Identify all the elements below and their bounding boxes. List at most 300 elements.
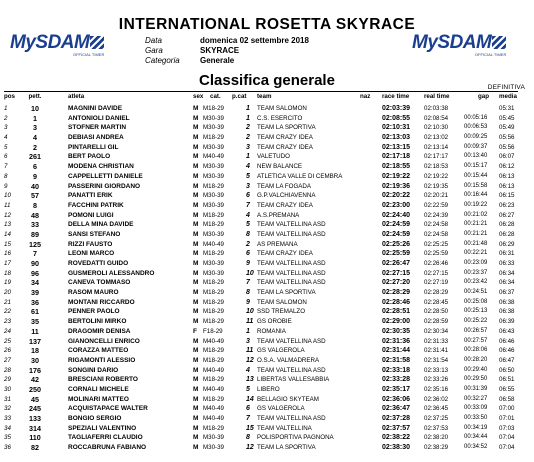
cell-race-time: 02:13:15 [382, 143, 411, 151]
cell-team: AS PREMANA [257, 240, 298, 248]
header-pcat: p.cat [232, 93, 247, 100]
cell-race-time: 02:23:00 [382, 201, 411, 209]
cell-pos: 23 [4, 318, 11, 326]
cell-cat: M40-49 [203, 337, 224, 345]
cell-real-time: 02:03:38 [424, 105, 449, 112]
cell-pcat: 14 [246, 395, 254, 403]
cell-pcat: 7 [246, 415, 250, 422]
cell-race-time: 02:28:46 [382, 298, 411, 306]
cell-pett: 7 [33, 249, 37, 259]
cell-team: TEAM VALTELLINA ASD [257, 337, 326, 345]
cell-pcat: 12 [246, 356, 254, 364]
table-row [0, 288, 534, 298]
cell-pett: 40 [31, 181, 39, 191]
cell-pos: 17 [4, 260, 11, 267]
cell-sex: M [193, 114, 199, 122]
table-row [0, 182, 534, 192]
cell-pett: 57 [31, 191, 39, 201]
cell-real-time: 02:08:54 [424, 114, 449, 122]
data-label: Data [145, 36, 162, 45]
table-row [0, 375, 534, 385]
cell-pcat: 15 [246, 424, 254, 432]
cell-pcat: 6 [246, 405, 250, 413]
cell-cat: M40-49 [203, 385, 224, 393]
race-title: INTERNATIONAL ROSETTA SKYRACE [118, 16, 416, 33]
cell-gap: 00:34:52 [464, 444, 488, 451]
cell-team: SSD TREMALZO [257, 308, 306, 316]
cell-cat: M18-29 [203, 356, 224, 364]
cell-atleta: POMONI LUIGI [68, 211, 114, 219]
cell-race-time: 02:27:20 [382, 279, 411, 287]
cell-pett: 48 [31, 210, 39, 220]
cell-gap: 00:09:37 [464, 143, 488, 150]
table-row [0, 162, 534, 172]
cell-gap: 00:26:57 [464, 327, 488, 334]
cell-media: 06:12 [499, 163, 515, 171]
cell-pcat: 6 [246, 192, 250, 200]
cell-team: TEAM VALTELLINA ASD [257, 230, 326, 238]
cell-atleta: SPEZIALI VALENTINO [68, 424, 137, 432]
gara-label: Gara [145, 46, 163, 55]
cell-pcat: 11 [246, 347, 254, 355]
cell-sex: M [193, 201, 199, 209]
cell-real-time: 02:25:59 [424, 250, 449, 258]
cell-pett: 4 [33, 133, 37, 143]
cell-race-time: 02:36:47 [382, 405, 411, 413]
cell-gap: 00:15:17 [464, 163, 488, 170]
cell-race-time: 02:18:55 [382, 163, 411, 171]
cell-race-time: 02:24:59 [382, 221, 411, 229]
mysdam-logo-right: MySDAM OFFICIAL TIMER [412, 32, 507, 57]
cell-pos: 33 [4, 415, 11, 422]
cell-pcat: 10 [246, 308, 254, 316]
table-row [0, 230, 534, 240]
cell-cat: M18-29 [203, 221, 224, 229]
cell-media: 06:50 [499, 366, 515, 374]
cell-gap: 00:27:57 [464, 337, 488, 344]
header-team: team [257, 93, 272, 100]
cell-gap: 00:21:21 [464, 221, 488, 228]
cell-pcat: 7 [246, 201, 250, 209]
cell-pett: 176 [29, 365, 41, 375]
cell-real-time: 02:31:33 [424, 337, 449, 345]
cell-race-time: 02:27:15 [382, 269, 411, 277]
cell-pcat: 3 [246, 182, 250, 190]
cell-race-time: 02:33:18 [382, 366, 411, 374]
table-row [0, 346, 534, 356]
cell-team: BELLAGIO SKYTEAM [257, 395, 319, 403]
cell-team: G.P.VALCHIAVENNA [257, 192, 316, 200]
cell-pos: 12 [4, 211, 11, 219]
cell-pos: 13 [4, 221, 11, 229]
cell-atleta: RASOM MAURO [68, 289, 119, 297]
cell-team: TEAM VALTELLINA ASD [257, 269, 326, 277]
cell-race-time: 02:25:59 [382, 250, 411, 258]
cell-real-time: 02:33:26 [424, 376, 449, 384]
cell-cat: M40-49 [203, 405, 224, 413]
cell-media: 06:33 [499, 260, 515, 267]
cell-atleta: ANTONIOLI DANIEL [68, 114, 130, 122]
cell-pett: 34 [31, 278, 39, 288]
cell-media: 06:13 [499, 182, 515, 190]
cell-real-time: 02:13:02 [424, 134, 449, 142]
cell-atleta: MONTANI RICCARDO [68, 298, 135, 306]
cell-cat: M30-39 [203, 192, 224, 200]
cell-team: TEAM LA SPORTIVA [257, 289, 316, 297]
cell-real-time: 02:13:14 [424, 143, 449, 151]
cell-media: 06:23 [499, 201, 515, 209]
cell-pcat: 8 [246, 434, 250, 442]
cell-sex: M [193, 192, 199, 200]
cell-team: A.S.PREMANA [257, 211, 300, 219]
cell-sex: M [193, 182, 199, 190]
cell-gap: 00:23:42 [464, 279, 488, 286]
cell-cat: M18-29 [203, 318, 224, 326]
cell-sex: M [193, 424, 199, 432]
cell-pos: 15 [4, 240, 11, 248]
cell-sex: M [193, 279, 199, 287]
cell-atleta: PASSERINI GIORDANO [68, 182, 141, 190]
cell-gap: 00:25:08 [464, 298, 488, 305]
cell-real-time: 02:37:53 [424, 424, 449, 432]
cell-team: NEW BALANCE [257, 163, 303, 171]
cell-team: TEAM VALTELLINA ASD [257, 260, 326, 267]
cell-gap: 00:28:20 [464, 356, 488, 363]
cell-real-time: 02:19:22 [424, 172, 449, 180]
cell-pett: 61 [31, 307, 39, 317]
cell-cat: M18-29 [203, 250, 224, 258]
cell-atleta: MAGNINI DAVIDE [68, 105, 123, 112]
cell-race-time: 02:19:36 [382, 182, 411, 190]
cell-pos: 10 [4, 192, 11, 200]
cell-real-time: 02:19:35 [424, 182, 449, 190]
cell-sex: M [193, 105, 199, 112]
cell-pos: 32 [4, 405, 11, 413]
cell-media: 06:38 [499, 308, 515, 316]
header-race-time: race time [382, 93, 410, 100]
cell-atleta: DRAGOMIR DENISA [68, 327, 131, 335]
cell-atleta: GIANONCELLI ENRICO [68, 337, 140, 345]
cell-pcat: 7 [246, 279, 250, 287]
cell-real-time: 02:36:02 [424, 395, 449, 403]
cell-race-time: 02:13:03 [382, 134, 411, 142]
cell-race-time: 02:38:22 [382, 434, 411, 442]
cell-gap: 00:34:44 [464, 434, 488, 441]
cell-pos: 35 [4, 434, 11, 442]
cell-atleta: CORAZZA MATTEO [68, 347, 129, 355]
cell-real-time: 02:24:58 [424, 221, 449, 229]
cell-pett: 2 [33, 142, 37, 152]
cell-media: 07:00 [499, 405, 515, 413]
cell-real-time: 02:28:29 [424, 289, 449, 297]
cell-media: 06:34 [499, 279, 515, 287]
mysdam-logo-left: MySDAM OFFICIAL TIMER [10, 32, 105, 57]
categoria-label: Categoria [145, 56, 180, 65]
cell-atleta: ROVEDATTI GUIDO [68, 260, 129, 267]
cell-race-time: 02:19:22 [382, 172, 411, 180]
cell-team: C.S. ESERCITO [257, 114, 303, 122]
cell-sex: M [193, 134, 199, 142]
cell-pett: 45 [31, 394, 39, 404]
cell-cat: M30-39 [203, 230, 224, 238]
cell-atleta: MODENA CHRISTIAN [68, 163, 134, 171]
cell-media: 05:31 [499, 105, 515, 112]
cell-real-time: 02:35:16 [424, 385, 449, 393]
cell-pos: 20 [4, 289, 11, 297]
table-row [0, 143, 534, 153]
cell-real-time: 02:30:34 [424, 327, 449, 335]
cell-pcat: 13 [246, 376, 254, 384]
cell-pcat: 8 [246, 289, 250, 297]
cell-cat: M18-29 [203, 289, 224, 297]
cell-media: 06:29 [499, 240, 515, 248]
cell-gap: 00:25:22 [464, 318, 488, 325]
table-row [0, 317, 534, 327]
cell-media: 07:03 [499, 424, 515, 432]
cell-real-time: 02:36:45 [424, 405, 449, 413]
cell-team: ROMANIA [257, 327, 286, 335]
cell-cat: M18-29 [203, 376, 224, 384]
cell-atleta: PINTARELLI GIL [68, 143, 119, 151]
cell-pett: 250 [29, 384, 41, 394]
table-row [0, 269, 534, 279]
cell-media: 06:37 [499, 289, 515, 297]
cell-media: 06:07 [499, 153, 515, 161]
cell-team: TEAM CRAZY IDEA [257, 250, 313, 258]
cell-media: 06:38 [499, 298, 515, 306]
cell-pos: 19 [4, 279, 11, 287]
cell-pcat: 11 [246, 318, 254, 326]
results-table [0, 104, 534, 453]
cell-team: TEAM CRAZY IDEA [257, 134, 313, 142]
cell-media: 06:47 [499, 356, 515, 364]
cell-race-time: 02:31:44 [382, 347, 411, 355]
cell-gap: 00:15:58 [464, 182, 488, 189]
cell-atleta: CANEVA TOMMASO [68, 279, 131, 287]
cell-pos: 22 [4, 308, 11, 316]
cell-real-time: 02:37:25 [424, 415, 449, 422]
cell-team: TEAM LA SPORTIVA [257, 444, 316, 452]
cell-gap: 00:25:13 [464, 308, 488, 315]
cell-cat: M30-39 [203, 260, 224, 267]
cell-sex: M [193, 124, 199, 132]
cell-cat: M18-29 [203, 134, 224, 142]
cell-atleta: RIZZI FAUSTO [68, 240, 113, 248]
cell-pcat: 9 [246, 298, 250, 306]
cell-atleta: RIGAMONTI ALESSIO [68, 356, 136, 364]
cell-cat: M18-29 [203, 424, 224, 432]
cell-atleta: FACCHINI PATRIK [68, 201, 124, 209]
table-row [0, 278, 534, 288]
header-divider [4, 91, 518, 92]
cell-team: TEAM VALTELLINA ASD [257, 366, 326, 374]
cell-media: 06:55 [499, 385, 515, 393]
cell-pcat: 12 [246, 444, 254, 452]
cell-pett: 10 [31, 104, 39, 113]
cell-race-time: 02:08:55 [382, 114, 411, 122]
cell-pcat: 5 [246, 172, 250, 180]
cell-gap: 00:09:25 [464, 134, 488, 141]
cell-pcat: 2 [246, 134, 250, 142]
cell-pos: 25 [4, 337, 11, 345]
cell-real-time: 02:28:50 [424, 308, 449, 316]
cell-media: 06:58 [499, 395, 515, 403]
cell-gap: 00:32:27 [464, 395, 488, 402]
cell-sex: M [193, 172, 199, 180]
cell-atleta: SANSI STEFANO [68, 230, 121, 238]
cell-team: GS OROBIE [257, 318, 292, 326]
cell-cat: M18-29 [203, 211, 224, 219]
cell-pos: 4 [4, 134, 8, 142]
table-row [0, 424, 534, 434]
cell-sex: M [193, 153, 199, 161]
cell-race-time: 02:31:36 [382, 337, 411, 345]
cell-sex: M [193, 415, 199, 422]
cell-gap: 00:24:51 [464, 289, 488, 296]
cell-media: 05:56 [499, 134, 515, 142]
cell-media: 06:46 [499, 347, 515, 355]
cell-team: TEAM SALOMON [257, 105, 307, 112]
cell-gap: 00:13:40 [464, 153, 488, 160]
cell-pcat: 5 [246, 221, 250, 229]
cell-gap: 00:21:48 [464, 240, 488, 247]
cell-sex: M [193, 298, 199, 306]
cell-pett: 110 [29, 433, 41, 443]
cell-cat: M18-29 [203, 182, 224, 190]
cell-real-time: 02:28:45 [424, 298, 449, 306]
cell-pcat: 2 [246, 124, 250, 132]
table-row [0, 114, 534, 124]
categoria-value: Generale [200, 56, 235, 65]
table-row [0, 259, 534, 269]
cell-cat: M18-29 [203, 395, 224, 403]
cell-gap: 00:28:06 [464, 347, 488, 354]
cell-cat: M30-39 [203, 163, 224, 171]
cell-pett: 261 [29, 152, 41, 162]
table-row [0, 366, 534, 376]
cell-pett: 11 [31, 326, 39, 336]
cell-gap: 00:21:02 [464, 211, 488, 218]
cell-pett: 9 [33, 171, 37, 181]
cell-cat: M30-39 [203, 124, 224, 132]
cell-pos: 18 [4, 269, 11, 277]
table-row [0, 220, 534, 230]
cell-pos: 31 [4, 395, 11, 403]
cell-pos: 3 [4, 124, 8, 132]
cell-sex: M [193, 211, 199, 219]
cell-sex: M [193, 318, 199, 326]
cell-gap: 00:19:22 [464, 201, 488, 208]
cell-pett: 42 [31, 375, 39, 385]
cell-race-time: 02:26:47 [382, 260, 411, 267]
cell-pcat: 1 [246, 105, 250, 112]
header-gap: gap [478, 93, 490, 100]
cell-team: TEAM VALTELLINA ASD [257, 279, 326, 287]
cell-race-time: 02:17:18 [382, 153, 411, 161]
cell-cat: M30-39 [203, 434, 224, 442]
cell-sex: F [193, 327, 197, 335]
cell-gap: 00:15:44 [464, 172, 488, 179]
cell-pos: 6 [4, 153, 8, 161]
cell-cat: M30-39 [203, 114, 224, 122]
cell-real-time: 02:31:41 [424, 347, 449, 355]
gara-value: SKYRACE [200, 46, 240, 55]
cell-pcat: 3 [246, 337, 250, 345]
cell-media: 06:46 [499, 337, 515, 345]
cell-pos: 24 [4, 327, 11, 335]
cell-real-time: 02:18:53 [424, 163, 449, 171]
cell-pett: 33 [31, 220, 39, 230]
status-label: DEFINITIVA [487, 84, 525, 91]
cell-pcat: 3 [246, 143, 250, 151]
table-row [0, 298, 534, 308]
cell-sex: M [193, 250, 199, 258]
cell-pos: 29 [4, 376, 11, 384]
cell-sex: M [193, 356, 199, 364]
table-row [0, 433, 534, 443]
header-media: media [499, 93, 517, 100]
cell-team: GS VALGEROLA [257, 405, 305, 413]
cell-sex: M [193, 337, 199, 345]
table-header [0, 93, 534, 104]
cell-race-time: 02:37:28 [382, 415, 411, 422]
cell-cat: M18-29 [203, 308, 224, 316]
cell-race-time: 02:28:51 [382, 308, 411, 316]
cell-team: LIBERTAS VALLESABBIA [257, 376, 330, 384]
cell-atleta: GUSMEROLI ALESSANDRO [68, 269, 155, 277]
cell-atleta: BRESCIANI ROBERTO [68, 376, 138, 384]
cell-sex: M [193, 376, 199, 384]
cell-atleta: DELLA MINA DAVIDE [68, 221, 134, 229]
cell-pos: 14 [4, 230, 11, 238]
cell-sex: M [193, 269, 199, 277]
cell-race-time: 02:20:22 [382, 192, 411, 200]
cell-atleta: DEBIASI ANDREA [68, 134, 124, 142]
cell-pos: 30 [4, 385, 11, 393]
cell-team: TEAM SALOMON [257, 298, 307, 306]
header-pos: pos [4, 93, 16, 100]
cell-cat: M30-39 [203, 201, 224, 209]
cell-real-time: 02:28:59 [424, 318, 449, 326]
cell-pos: 9 [4, 182, 8, 190]
cell-real-time: 02:25:25 [424, 240, 449, 248]
cell-atleta: PANATTI ERIK [68, 192, 113, 200]
cell-cat: M18-29 [203, 298, 224, 306]
cell-pos: 5 [4, 143, 8, 151]
cell-sex: M [193, 260, 199, 267]
cell-pcat: 10 [246, 269, 254, 277]
cell-cat: M30-39 [203, 269, 224, 277]
cell-race-time: 02:30:35 [382, 327, 411, 335]
cell-pos: 26 [4, 347, 11, 355]
cell-team: TEAM LA SPORTIVA [257, 124, 316, 132]
header-pett: pett. [28, 93, 42, 100]
cell-race-time: 02:10:31 [382, 124, 411, 132]
cell-cat: M40-49 [203, 366, 224, 374]
cell-team: TEAM VALTELLINA ASD [257, 415, 326, 422]
cell-pos: 34 [4, 424, 11, 432]
table-row [0, 123, 534, 133]
cell-team: O.S.A. VALMADRERA [257, 356, 320, 364]
cell-atleta: ROCCABRUNA FABIANO [68, 444, 147, 452]
cell-pcat: 4 [246, 163, 250, 171]
table-row [0, 327, 534, 337]
cell-sex: M [193, 308, 199, 316]
cell-pcat: 8 [246, 230, 250, 238]
cell-atleta: CORNALI MICHELE [68, 385, 129, 393]
cell-media: 07:04 [499, 434, 515, 442]
cell-pett: 39 [31, 288, 39, 298]
